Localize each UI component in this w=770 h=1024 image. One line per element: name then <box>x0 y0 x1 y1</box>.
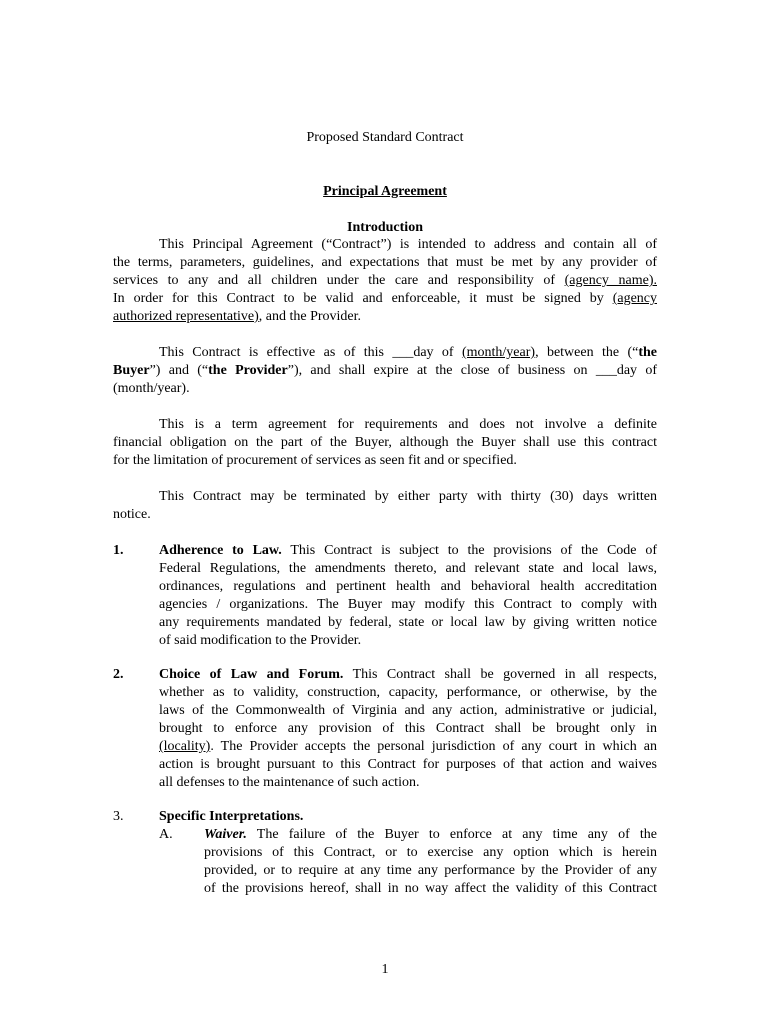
agency-rep-placeholder: (agency <box>612 291 657 306</box>
term-line: financial obligation on the part of the Buyer, although the Buyer shall use this contract <box>113 435 657 450</box>
agency-name-placeholder: (agency name). <box>564 273 657 288</box>
intro-line: services to any and all children under the care and responsibility of (agency name). <box>113 273 657 288</box>
termination-line: This Contract may be terminated by either party with thirty (30) days written <box>159 489 657 504</box>
subsection-a-label: A. <box>159 827 173 842</box>
section-2-line: laws of the Commonwealth of Virginia and any action, administrative or judicial, <box>159 703 657 718</box>
section-1-title: Adherence to Law. <box>159 543 282 558</box>
section-2-line: action is brought pursuant to this Contract for purposes of that action and waives <box>159 757 657 772</box>
intro-line: authorized representative), and the Provider. <box>113 309 362 324</box>
section-1-number: 1. <box>113 543 124 558</box>
section-2-line: all defenses to the maintenance of such action. <box>159 775 420 790</box>
section-1-line: of said modification to the Provider. <box>159 633 362 648</box>
term-line: for the limitation of procurement of services as seen fit and or specified. <box>113 453 517 468</box>
section-1-line: Adherence to Law. This Contract is subject to the provisions of the Code of <box>159 543 657 558</box>
month-year-placeholder: (month/year) <box>461 345 536 360</box>
section-1-line: agencies / organizations. The Buyer may modify this Contract to comply with <box>159 597 657 612</box>
section-2-number: 2. <box>113 667 124 682</box>
section-2-line: brought to enforce any provision of this Contract shall be brought only in <box>159 721 657 736</box>
intro-line: In order for this Contract to be valid and enforceable, it must be signed by (agency <box>113 291 657 306</box>
section-2-line: Choice of Law and Forum. This Contract shall be governed in all respects, <box>159 667 657 682</box>
waiver-title: Waiver. <box>204 827 247 842</box>
section-1-line: ordinances, regulations and pertinent health and behavioral health accreditation <box>159 579 657 594</box>
document-title: Proposed Standard Contract <box>306 130 464 145</box>
intro-line: the terms, parameters, guidelines, and expectations that must be met by any provider of <box>113 255 657 270</box>
term-line: This is a term agreement for requirements and does not involve a definite <box>159 417 657 432</box>
effective-line: Buyer”) and (“the Provider”), and shall expire at the close of business on ___day of <box>113 363 658 378</box>
locality-placeholder: (locality) <box>159 739 211 754</box>
termination-line: notice. <box>113 507 151 522</box>
section-2-line: (locality). The Provider accepts the personal jurisdiction of any court in which an <box>159 739 657 754</box>
subsection-a-line: Waiver. The failure of the Buyer to enforce at any time any of the <box>204 827 657 842</box>
effective-line: This Contract is effective as of this ___day of (month/year), between the (“the <box>159 345 657 360</box>
section-3-title: Specific Interpretations. <box>159 809 304 824</box>
section-3-number: 3. <box>113 809 124 824</box>
effective-line: (month/year). <box>113 381 190 396</box>
intro-line: This Principal Agreement (“Contract”) is intended to address and contain all of <box>159 237 657 252</box>
section-1-line: Federal Regulations, the amendments thereto, and relevant state and local laws, <box>159 561 657 576</box>
section-1-line: any requirements mandated by federal, state or local law by giving written notice <box>159 615 657 630</box>
subsection-a-line: provisions of this Contract, or to exercise any option which is herein <box>204 845 657 860</box>
subsection-a-line: of the provisions hereof, shall in no way affect the validity of this Contract <box>204 881 657 896</box>
introduction-heading: Introduction <box>347 220 423 235</box>
subsection-a-line: provided, or to require at any time any performance by the Provider of any <box>204 863 657 878</box>
agreement-title: Principal Agreement <box>323 184 447 199</box>
page-number: 1 <box>381 962 389 977</box>
section-2-title: Choice of Law and Forum. <box>159 667 344 682</box>
section-2-line: whether as to validity, construction, capacity, performance, or otherwise, by the <box>159 685 657 700</box>
